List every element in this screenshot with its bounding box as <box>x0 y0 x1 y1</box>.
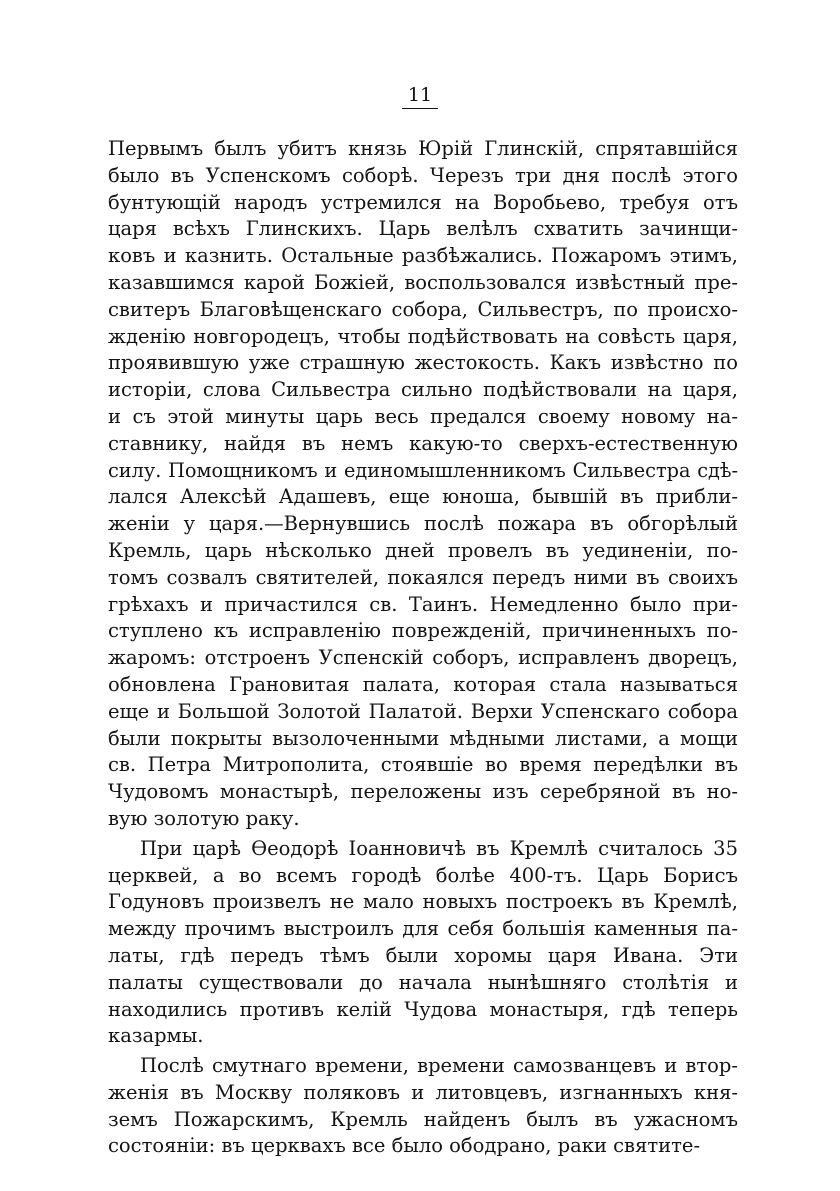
text-line: вую золотую раку. <box>108 806 300 830</box>
text-line: находились противъ келій Чудова монастыря, гдѣ теперь <box>108 997 738 1021</box>
text-line: При царѣ Ѳеодорѣ Іоанновичѣ въ Кремлѣ считалось 35 <box>140 836 738 860</box>
text-line: ставнику, найдя въ немъ какую-то сверхъ-естественную <box>108 431 738 455</box>
text-line: казавшимся карой Божіей, воспользовался извѣстный пре- <box>108 270 738 294</box>
paragraph <box>108 836 738 1050</box>
text-line: состояніи: въ церквахъ все было ободрано, раки святите- <box>108 1134 701 1158</box>
text-line: царя всѣхъ Глинскихъ. Царь велѣлъ схватить зачинщи- <box>108 217 738 241</box>
page-number <box>0 84 840 109</box>
text-line: силу. Помощникомъ и единомышленникомъ Сильвестра сдѣ- <box>108 458 738 482</box>
text-line: Послѣ смутнаго времени, времени самозванцевъ и втор- <box>140 1054 738 1078</box>
text-line: Первымъ былъ убитъ князь Юрій Глинскій, спрятавшійся <box>108 137 738 160</box>
text-line: еще и Большой Золотой Палатой. Верхи Успенскаго собора <box>108 699 738 723</box>
text-line: бунтующій народъ устремился на Воробьево, требуя отъ <box>108 190 738 214</box>
text-line: грѣхахъ и причастился св. Таинъ. Немедленно было при- <box>108 592 738 616</box>
text-line: женіи у царя.—Вернувшись послѣ пожара въ обгорѣлый <box>108 512 738 536</box>
text-line: палаты существовали до начала нынѣшняго столѣтія и <box>108 970 738 994</box>
text-line: св. Петра Митрополита, стоявшіе во время передѣлки въ <box>108 753 738 777</box>
text-line: свитеръ Благовѣщенскаго собора, Сильвестръ, по происхо- <box>108 297 738 321</box>
text-line: церквей, а во всемъ городѣ болѣе 400-тъ. Царь Борисъ <box>108 863 738 887</box>
text-line: проявившую уже страшную жестокость. Какъ извѣстно по <box>108 351 738 375</box>
text-line: женія въ Москву поляковъ и литовцевъ, изгнанныхъ кня- <box>108 1080 738 1104</box>
text-line: Годуновъ произвелъ не мало новыхъ построекъ въ Кремлѣ, <box>108 890 738 914</box>
text-line: лался Алексѣй Адашевъ, еще юноша, бывшій въ прибли- <box>108 485 738 509</box>
body-text <box>108 136 738 1160</box>
page-number-text: 11 <box>402 84 438 109</box>
text-line: обновлена Грановитая палата, которая стала называться <box>108 672 738 696</box>
text-line: Чудовомъ монастырѣ, переложены изъ серебряной въ но- <box>108 780 738 804</box>
text-line: исторіи, слова Сильвестра сильно подѣйствовали на царя, <box>108 378 738 402</box>
text-line: латы, гдѣ передъ тѣмъ были хоромы царя Ивана. Эти <box>108 943 738 967</box>
text-line: между прочимъ выстроилъ для себя большія каменныя па- <box>108 917 738 941</box>
text-line: ковъ и казнить. Остальные разбѣжались. Пожаромъ этимъ, <box>108 244 738 268</box>
text-line: было въ Успенскомъ соборѣ. Черезъ три дня послѣ этого <box>108 163 738 187</box>
text-line: Кремль, царь нѣсколько дней провелъ въ уединеніи, по- <box>108 538 738 562</box>
text-line: и съ этой минуты царь весь предался своему новому на- <box>108 404 738 428</box>
paragraph <box>108 136 738 833</box>
text-line: земъ Пожарскимъ, Кремль найденъ былъ въ ужасномъ <box>108 1107 738 1131</box>
text-line: казармы. <box>108 1024 204 1048</box>
paragraph <box>108 1053 738 1160</box>
text-line: жаромъ: отстроенъ Успенскій соборъ, исправленъ дворецъ, <box>108 646 738 670</box>
text-line: томъ созвалъ святителей, покаялся передъ ними въ своихъ <box>108 565 738 589</box>
text-line: были покрыты вызолоченными мѣдными листами, а мощи <box>108 726 738 750</box>
text-line: жденію новгородецъ, чтобы подѣйствовать на совѣсть царя, <box>108 324 738 348</box>
text-line: ступлено къ исправленію поврежденій, причиненныхъ по- <box>108 619 738 643</box>
